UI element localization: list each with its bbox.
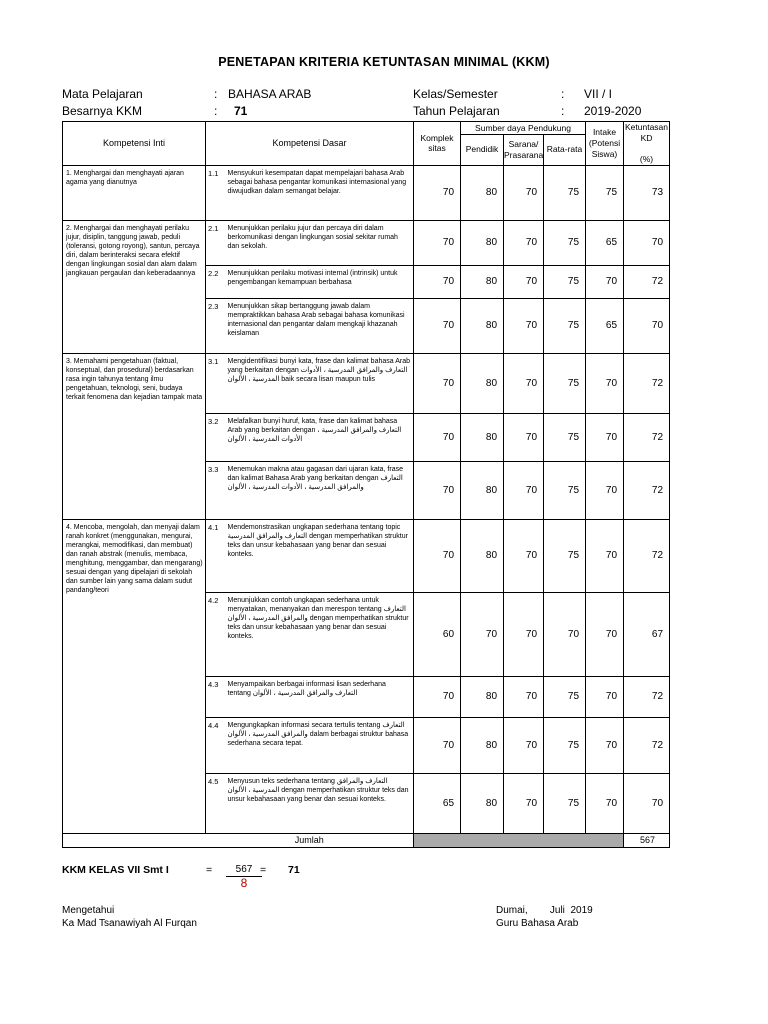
table-row (63, 353, 670, 413)
kd-text: Menyusun teks sederhana tentang التعارف والمرافق المدرسية ، الألوان dengan memperhatikan struktur teks dan unsur kebahasaan yang benar dan sesuai konteks. (224, 773, 414, 833)
kd-text: Melafalkan bunyi huruf, kata, frase dan kalimat bahasa Arab yang berkaitan dengan التعارف والمرافق المدرسية ، الأدوات المدرسية ، الألوان (224, 413, 414, 461)
header-kompleksitas: Komplek sitas (414, 122, 461, 166)
header-pendidik: Pendidik (461, 135, 504, 165)
kompleksitas-value: 70 (414, 676, 461, 717)
rata-value: 75 (544, 773, 586, 833)
kd-text: Mendemonstrasikan ungkapan sederhana tentang topic التعارف والمرافق المدرسية dengan memperhatikan struktur teks dan unsur kebahasaan yang benar dan sesuai konteks. (224, 519, 414, 592)
kd-number: 1.1 (206, 165, 224, 220)
table-row (63, 220, 670, 265)
kd-number: 4.2 (206, 592, 224, 676)
kd-text: Mensyukuri kesempatan dapat mempelajari bahasa Arab sebagai bahasa pengantar komunikasi internasional yang diwujudkan dalam semangat belajar. (224, 165, 414, 220)
kompleksitas-value: 70 (414, 353, 461, 413)
rata-value: 75 (544, 717, 586, 773)
pendidik-value: 80 (461, 265, 504, 298)
rata-value: 75 (544, 265, 586, 298)
kd-number: 3.1 (206, 353, 224, 413)
mapel-value: BAHASA ARAB (228, 87, 312, 101)
table-row (63, 519, 670, 592)
pendidik-value: 80 (461, 220, 504, 265)
pendidik-value: 80 (461, 676, 504, 717)
kd-number: 4.3 (206, 676, 224, 717)
ki-2: 2. Menghargai dan menghayati perilaku jujur, disiplin, tanggung jawab, peduli (toleransi, gotong royong), santun, percaya diri, dalam berinteraksi secara efektif dengan lingkungan sosial dan alam dalam jangkauan pergaulan dan keberadaannya (63, 220, 206, 353)
kompleksitas-value: 70 (414, 717, 461, 773)
summary-result: 71 (288, 864, 300, 876)
tahun-colon: : (561, 104, 565, 118)
kd-number: 4.5 (206, 773, 224, 833)
header-sumber-daya: Sumber daya Pendukung (461, 122, 586, 135)
sarana-value: 70 (504, 353, 544, 413)
ketuntasan-value: 72 (624, 265, 670, 298)
kompleksitas-value: 70 (414, 298, 461, 353)
intake-value: 75 (586, 165, 624, 220)
kd-text: Mengidentifikasi bunyi kata, frase dan kalimat bahasa Arab yang berkaitan dengan التعارف والمرافق المدرسية ، الأدوات المدرسية ، الألوان baik secara lisan maupun tulis (224, 353, 414, 413)
sarana-value: 70 (504, 773, 544, 833)
kd-number: 4.1 (206, 519, 224, 592)
ketuntasan-value: 70 (624, 220, 670, 265)
kd-text: Menunjukkan perilaku jujur dan percaya diri dalam berkomunikasi dengan lingkungan sosial sekitar rumah dan sekolah. (224, 220, 414, 265)
header-persen: (%) (639, 153, 654, 164)
signature-left-line1: Mengetahui (62, 905, 115, 916)
ketuntasan-value: 72 (624, 461, 670, 519)
header-kd: Kompetensi Dasar (206, 122, 414, 166)
signature-right-line1: Dumai, Juli 2019 (496, 905, 593, 916)
ketuntasan-value: 72 (624, 353, 670, 413)
kompleksitas-value: 70 (414, 413, 461, 461)
signature-right-line2: Guru Bahasa Arab (496, 918, 579, 929)
jumlah-value: 567 (624, 833, 670, 847)
pendidik-value: 80 (461, 717, 504, 773)
kd-number: 3.3 (206, 461, 224, 519)
pendidik-value: 80 (461, 773, 504, 833)
summary-equals-2: = (260, 864, 267, 876)
tahun-label: Tahun Pelajaran (413, 104, 500, 118)
kkm-table (62, 121, 670, 848)
intake-value: 70 (586, 592, 624, 676)
ki-1: 1. Menghargai dan menghayati ajaran agama yang dianutnya (63, 165, 206, 220)
mapel-colon: : (214, 87, 218, 101)
ki-3: 3. Memahami pengetahuan (faktual, konseptual, dan prosedural) berdasarkan rasa ingin tahunya tentang ilmu pengetahuan, teknologi, seni, budaya terkait fenomena dan kejadian tampak mata (63, 353, 206, 519)
ketuntasan-value: 70 (624, 773, 670, 833)
pendidik-value: 80 (461, 298, 504, 353)
summary-denominator: 8 (240, 876, 248, 890)
kompleksitas-value: 70 (414, 519, 461, 592)
kd-number: 2.2 (206, 265, 224, 298)
pendidik-value: 70 (461, 592, 504, 676)
kd-number: 2.1 (206, 220, 224, 265)
sarana-value: 70 (504, 413, 544, 461)
kompleksitas-value: 70 (414, 265, 461, 298)
kompleksitas-value: 70 (414, 165, 461, 220)
kd-text: Menunjukkan contoh ungkapan sederhana untuk menyatakan, menanyakan dan merespon tentang التعارف والمرافق المدرسية ، الألوان dengan memperhatikan struktur teks dan unsur kebahasaan yang benar dan sesuai konteks. (224, 592, 414, 676)
sarana-value: 70 (504, 717, 544, 773)
kd-text: Mengungkapkan informasi secara tertulis tentang التعارف والمرافق المدرسية ، الألوان dalam berbagai struktur bahasa sederhana secara tepat. (224, 717, 414, 773)
rata-value: 75 (544, 676, 586, 717)
signature-left-line2: Ka Mad Tsanawiyah Al Furqan (62, 918, 197, 929)
intake-value: 70 (586, 353, 624, 413)
kompleksitas-value: 60 (414, 592, 461, 676)
sarana-value: 70 (504, 165, 544, 220)
rata-value: 75 (544, 298, 586, 353)
jumlah-gray-fill (414, 833, 624, 847)
pendidik-value: 80 (461, 413, 504, 461)
sarana-value: 70 (504, 676, 544, 717)
pendidik-value: 80 (461, 461, 504, 519)
kelas-label: Kelas/Semester (413, 87, 498, 101)
intake-value: 70 (586, 461, 624, 519)
kkm-label: Besarnya KKM (62, 104, 143, 118)
ketuntasan-value: 72 (624, 413, 670, 461)
kd-text: Menunjukkan sikap bertanggung jawab dalam mempraktikkan bahasa Arab sebagai bahasa komunikasi internasional dan pengantar dalam mengkaji khazanah keislaman (224, 298, 414, 353)
ki-4: 4. Mencoba, mengolah, dan menyaji dalam ranah konkret (menggunakan, mengurai, merangkai, memodifikasi, dan membuat) dan ranah abstrak (menulis, membaca, menghitung, menggambar, dan mengarang) sesuai dengan yang dipelajari di sekolah dan sumber lain yang sama dalam sudut pandang/teori (63, 519, 206, 833)
header-rata: Rata-rata (544, 135, 586, 165)
sarana-value: 70 (504, 298, 544, 353)
sarana-value: 70 (504, 220, 544, 265)
tahun-value: 2019-2020 (584, 104, 642, 118)
rata-value: 70 (544, 592, 586, 676)
table-row (63, 165, 670, 220)
sarana-value: 70 (504, 461, 544, 519)
kd-number: 3.2 (206, 413, 224, 461)
rata-value: 75 (544, 413, 586, 461)
sarana-value: 70 (504, 592, 544, 676)
ketuntasan-value: 72 (624, 676, 670, 717)
kelas-colon: : (561, 87, 565, 101)
kd-text: Menemukan makna atau gagasan dari ujaran kata, frase dan kalimat Bahasa Arab yang berkaitan dengan التعارف والمرافق المدرسية ، الأدوات المدرسية ، الألوان (224, 461, 414, 519)
header-intake: Intake (Potensi Siswa) (586, 122, 624, 166)
jumlah-spacer (63, 833, 206, 847)
sarana-value: 70 (504, 265, 544, 298)
kompleksitas-value: 70 (414, 461, 461, 519)
kkm-summary-label: KKM KELAS VII Smt I (62, 864, 169, 876)
rata-value: 75 (544, 353, 586, 413)
kd-text: Menyampaikan berbagai informasi lisan sederhana tentang التعارف والمرافق المدرسية ، الألوان (224, 676, 414, 717)
summary-equals-1: = (206, 864, 213, 876)
kkm-colon: : (214, 104, 218, 118)
kelas-value: VII / I (584, 87, 613, 101)
intake-value: 70 (586, 773, 624, 833)
intake-value: 70 (586, 413, 624, 461)
ketuntasan-value: 70 (624, 298, 670, 353)
kd-number: 2.3 (206, 298, 224, 353)
intake-value: 70 (586, 717, 624, 773)
intake-value: 65 (586, 298, 624, 353)
kompleksitas-value: 70 (414, 220, 461, 265)
pendidik-value: 80 (461, 519, 504, 592)
intake-value: 70 (586, 676, 624, 717)
ketuntasan-value: 72 (624, 717, 670, 773)
pendidik-value: 80 (461, 165, 504, 220)
kd-number: 4.4 (206, 717, 224, 773)
intake-value: 65 (586, 220, 624, 265)
rata-value: 75 (544, 519, 586, 592)
ketuntasan-value: 67 (624, 592, 670, 676)
kompleksitas-value: 65 (414, 773, 461, 833)
ketuntasan-value: 73 (624, 165, 670, 220)
rata-value: 75 (544, 461, 586, 519)
sarana-value: 70 (504, 519, 544, 592)
intake-value: 70 (586, 519, 624, 592)
mapel-label: Mata Pelajaran (62, 87, 143, 101)
rata-value: 75 (544, 220, 586, 265)
kd-text: Menunjukkan perilaku motivasi internal (intrinsik) untuk pengembangan kemampuan berbahasa (224, 265, 414, 298)
document-title: PENETAPAN KRITERIA KETUNTASAN MINIMAL (KKM) (218, 55, 550, 69)
header-ketuntasan-label: Ketuntasan KD (625, 122, 669, 143)
summary-numerator: 567 (235, 864, 253, 875)
header-ki: Kompetensi Inti (63, 122, 206, 166)
kkm-value: 71 (234, 104, 248, 118)
pendidik-value: 80 (461, 353, 504, 413)
jumlah-row (63, 833, 670, 847)
header-sarana: Sarana/ Prasarana (504, 135, 544, 165)
jumlah-label: Jumlah (206, 833, 414, 847)
header-ketuntasan (624, 122, 670, 166)
rata-value: 75 (544, 165, 586, 220)
intake-value: 70 (586, 265, 624, 298)
ketuntasan-value: 72 (624, 519, 670, 592)
